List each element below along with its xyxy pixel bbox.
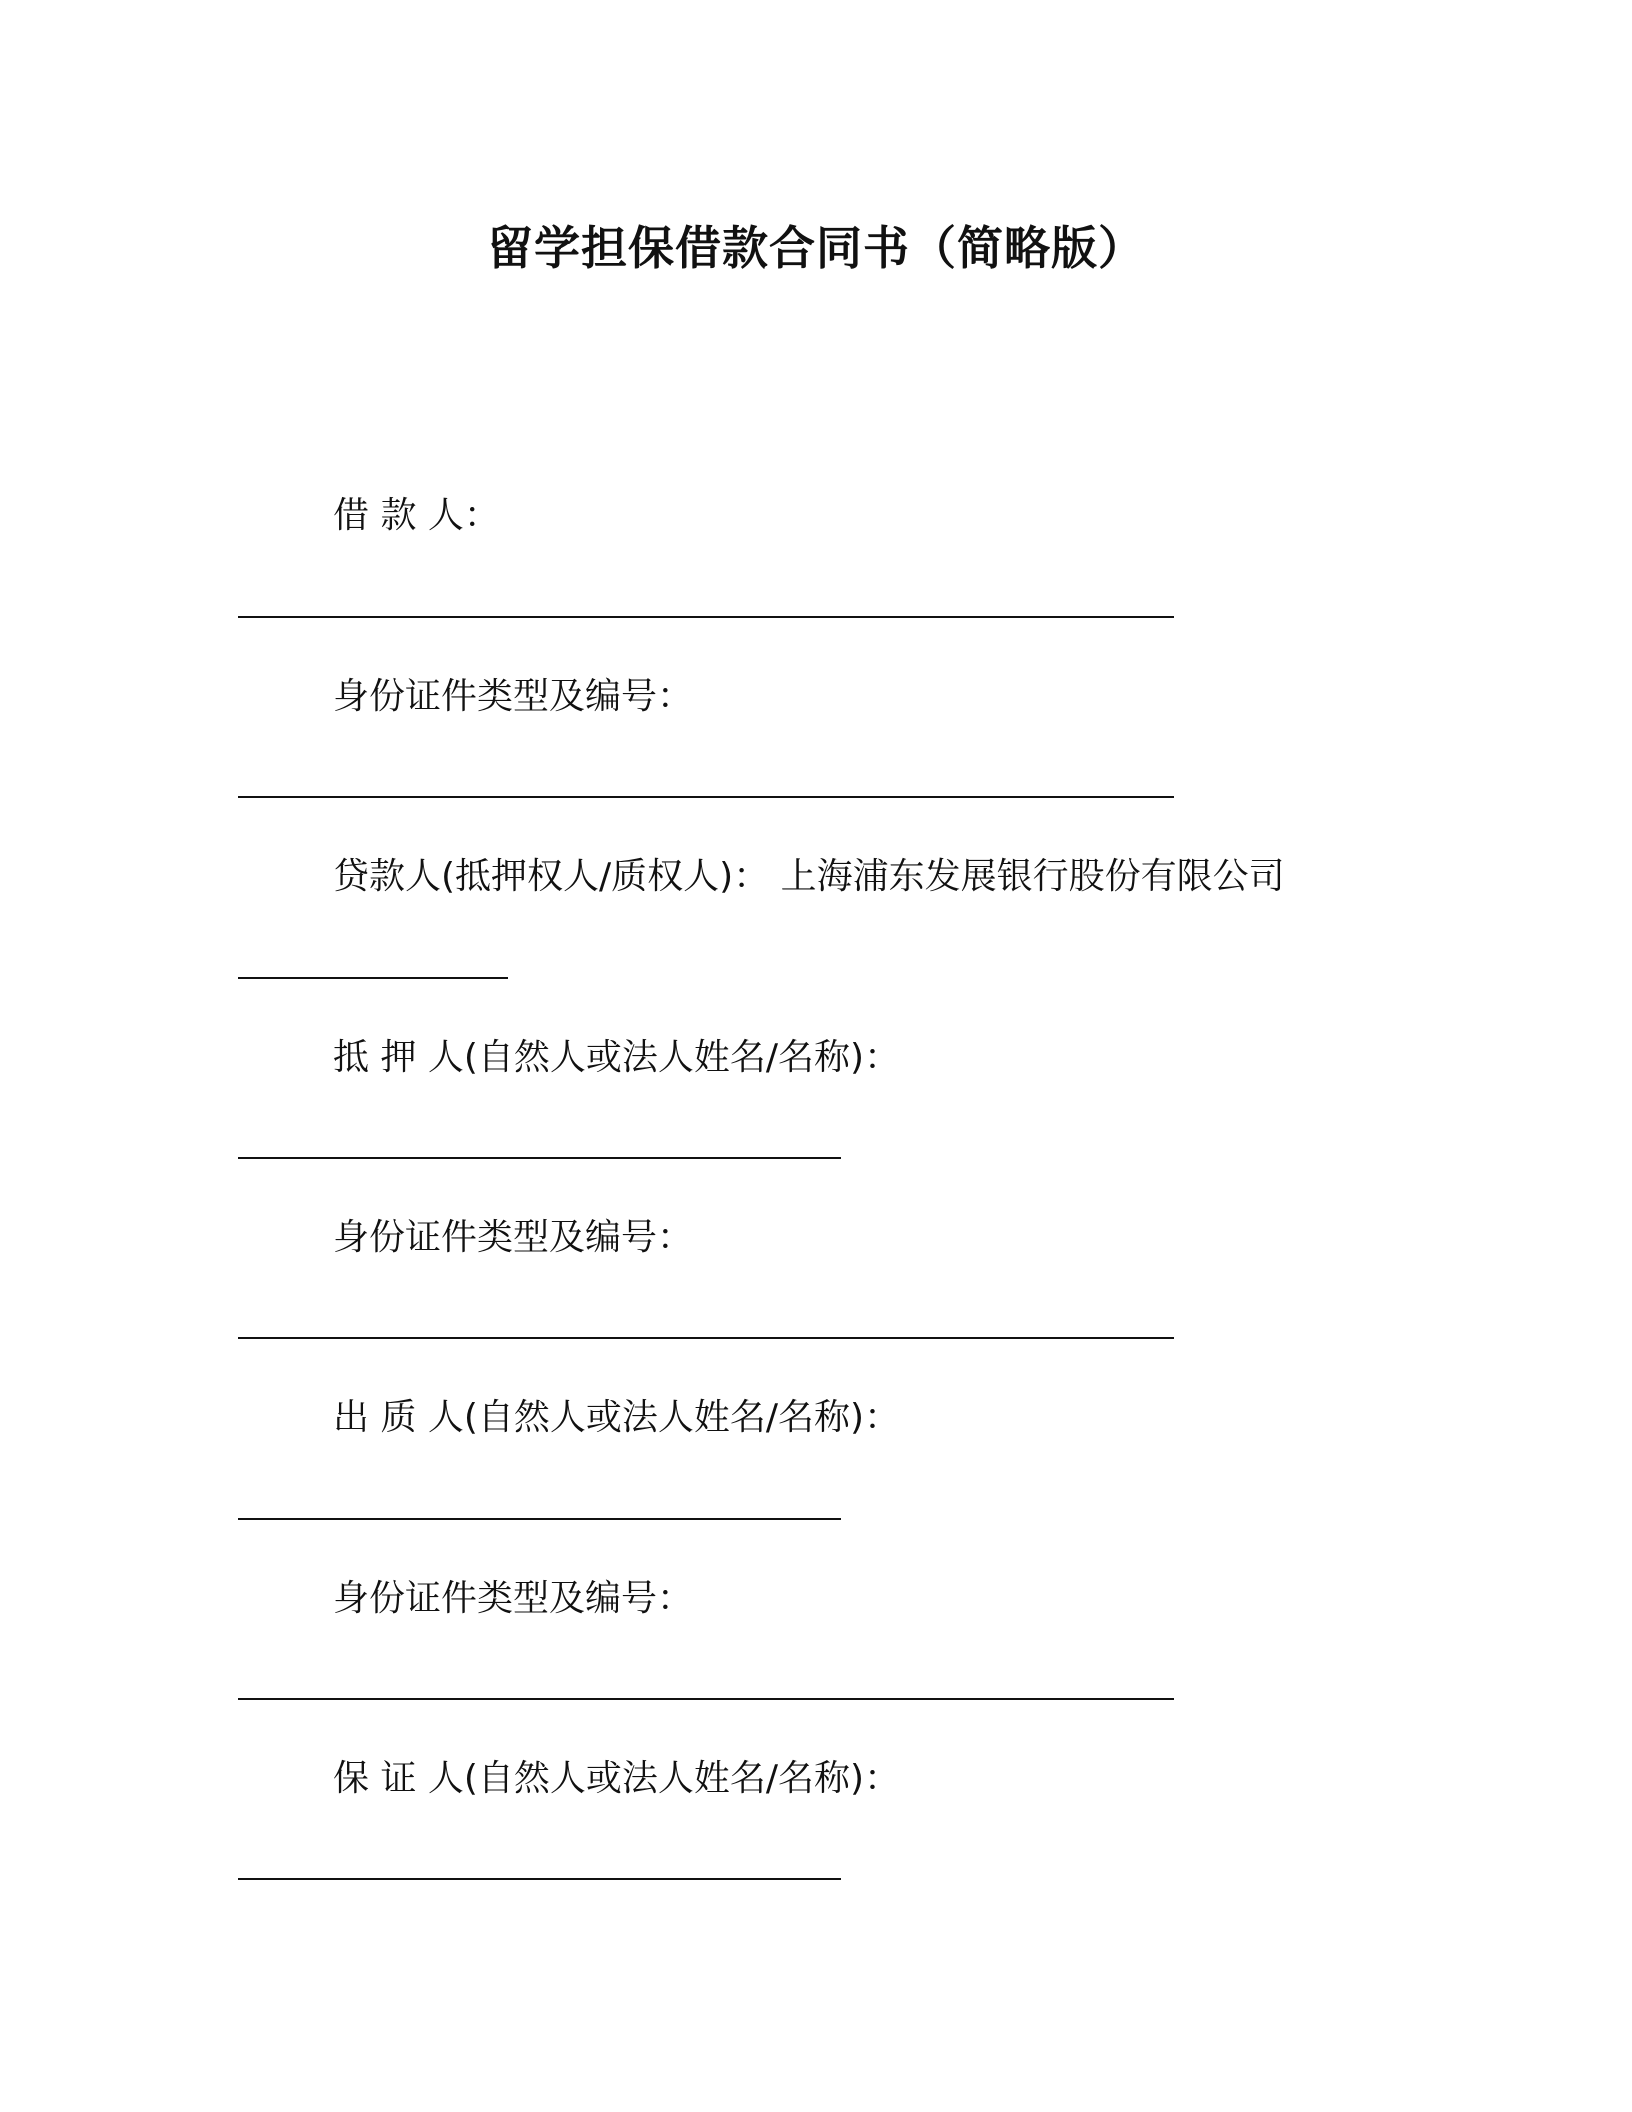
lender-label: 贷款人(抵押权人/质权人)： 上海浦东发展银行股份有限公司 <box>333 856 1285 897</box>
borrower-label: 借 款 人： <box>333 495 500 536</box>
pledgor-id-label: 身份证件类型及编号： <box>333 1578 694 1619</box>
mortgagor-blank <box>238 1157 841 1159</box>
lender-blank <box>238 977 508 979</box>
mortgagor-id-blank <box>238 1337 1174 1339</box>
borrower-blank <box>238 616 1174 618</box>
page-title: 留学担保借款合同书（简略版） <box>487 221 1145 275</box>
guarantor-label: 保 证 人(自然人或法人姓名/名称)： <box>333 1758 901 1799</box>
pledgor-id-blank <box>238 1698 1174 1700</box>
borrower-id-blank <box>238 796 1174 798</box>
pledgor-label: 出 质 人(自然人或法人姓名/名称)： <box>333 1397 901 1438</box>
guarantor-blank <box>238 1878 841 1880</box>
pledgor-blank <box>238 1518 841 1520</box>
mortgagor-id-label: 身份证件类型及编号： <box>333 1217 694 1258</box>
mortgagor-label: 抵 押 人(自然人或法人姓名/名称)： <box>333 1037 901 1078</box>
borrower-id-label: 身份证件类型及编号： <box>333 676 694 717</box>
